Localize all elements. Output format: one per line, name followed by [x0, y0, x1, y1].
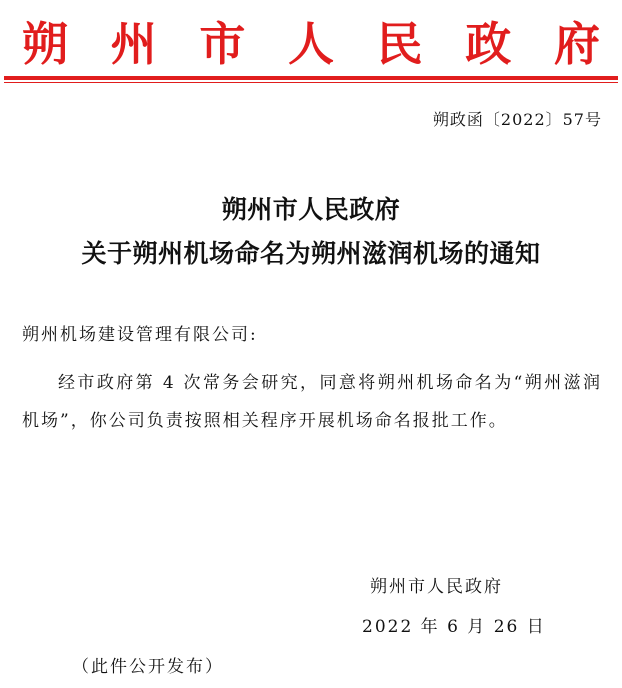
signature-date: 2022 年 6 月 26 日 — [362, 617, 546, 637]
issuer-header — [22, 6, 600, 76]
public-release-note: （此件公开发布） — [72, 657, 224, 677]
header-char: 州 — [110, 17, 157, 71]
header-divider-thin — [4, 82, 618, 83]
document-number: 朔政函〔2022〕57号 — [432, 110, 602, 129]
addressee: 朔州机场建设管理有限公司: — [22, 325, 258, 345]
header-char: 民 — [376, 17, 423, 71]
document-title-line-1: 朔州市人民政府 — [221, 195, 401, 224]
header-char: 市 — [199, 17, 246, 71]
signature-org: 朔州市人民政府 — [370, 577, 503, 597]
header-divider-thick — [4, 76, 618, 80]
header-char: 府 — [553, 17, 600, 71]
body-paragraph: 经市政府第 4 次常务会研究，同意将朔州机场命名为“朔州滋润机场”，你公司负责按照相关程序开展机场命名报批工作。 — [22, 373, 602, 431]
document-title-line-2: 关于朔州机场命名为朔州滋润机场的通知 — [81, 239, 541, 268]
header-char: 朔 — [22, 17, 68, 71]
header-char: 政 — [465, 17, 512, 71]
header-char: 人 — [287, 17, 334, 71]
